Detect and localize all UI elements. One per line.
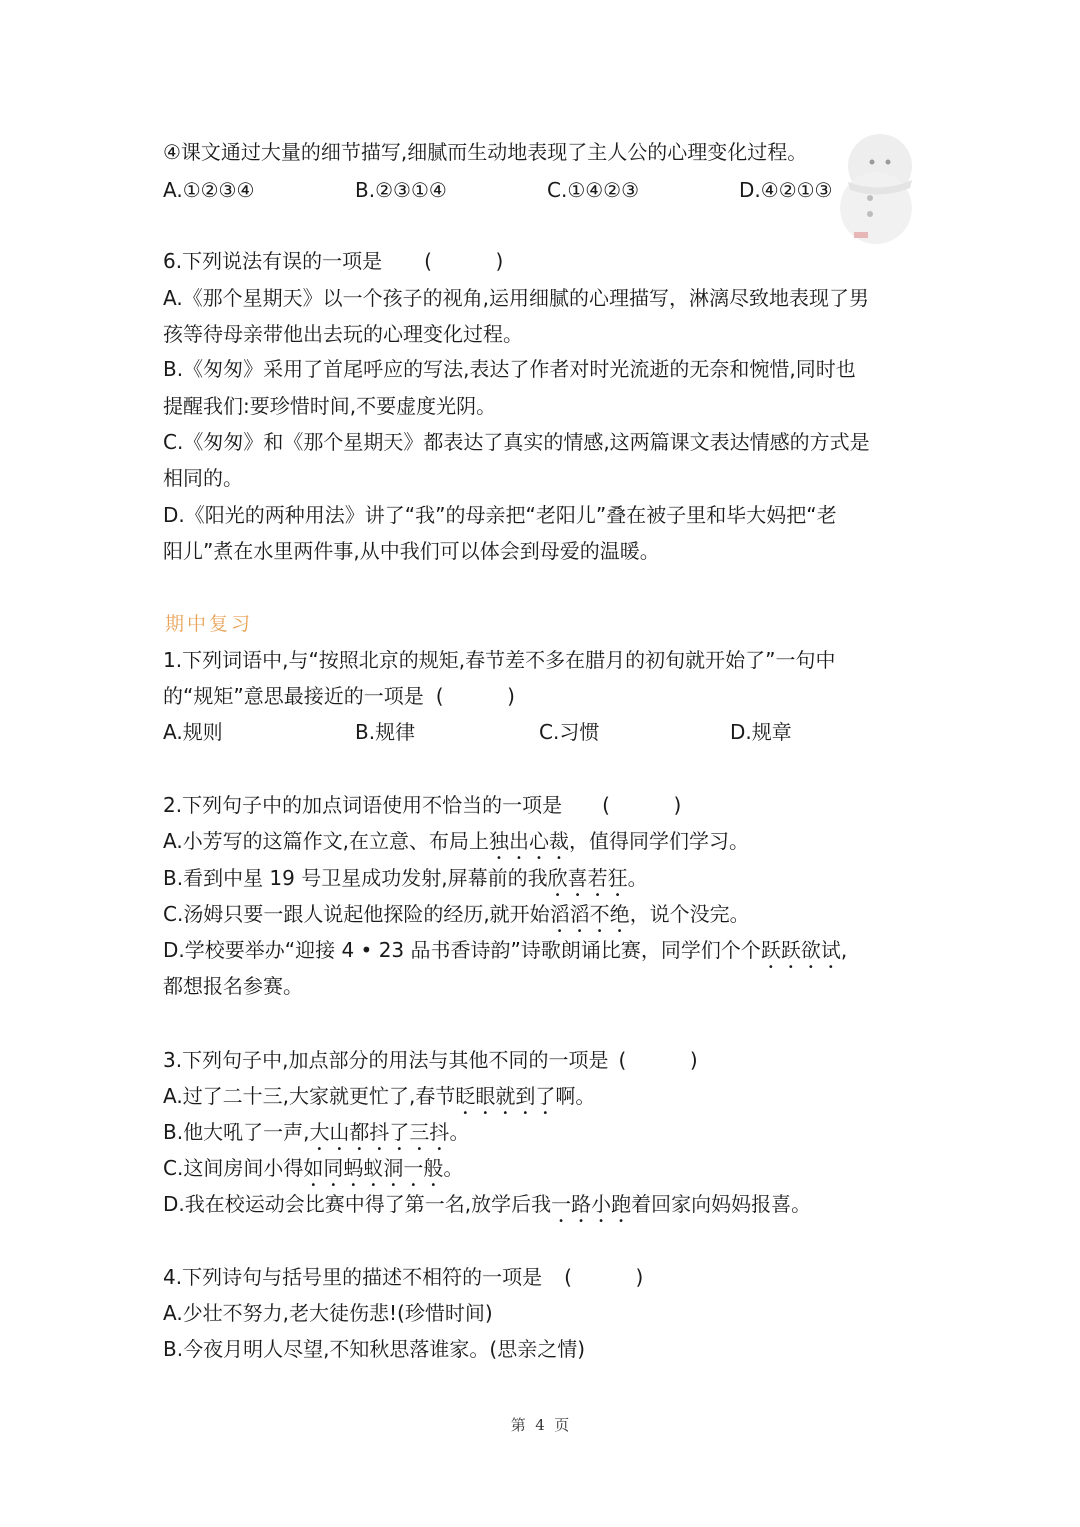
- m2-option-a-text: A.小芳写的这篇作文,在立意、布局上: [163, 829, 490, 853]
- m2-option-a-dotted-word: 独出心裁: [489, 829, 570, 853]
- q5-statement-4: ④课文通过大量的细节描写,细腻而生动地表现了主人公的心理变化过程。: [163, 140, 808, 164]
- m3-option-b: [163, 1117, 469, 1155]
- m3-option-b-text: B.他大吼了一声,: [163, 1120, 310, 1144]
- m2-stem: 2.下列句子中的加点词语使用不恰当的一项是: [163, 793, 563, 817]
- m1-option-b: B.规律: [355, 720, 416, 744]
- m2-option-d-tail: ,: [840, 938, 848, 962]
- m2-option-c: [163, 899, 750, 937]
- q6-question: [163, 246, 503, 276]
- q6-option-a-line1: A.《那个星期天》以一个孩子的视角,运用细腻的心理描写，淋漓尽致地表现了男: [163, 286, 870, 310]
- q6-option-a-line2: 孩等待母亲带他出去玩的心理变化过程。: [163, 322, 523, 346]
- m4-answer-blank: ( ): [564, 1265, 644, 1289]
- m1-answer-blank: ( ): [435, 684, 515, 708]
- q5-option-a: A.①②③④: [163, 178, 255, 202]
- m2-option-b-tail: 。: [627, 866, 648, 890]
- m1-option-d: D.规章: [730, 720, 792, 744]
- m3-option-a-text: A.过了二十三,大家就更忙了,春节: [163, 1084, 456, 1108]
- q6-option-b-line1: B.《匆匆》采用了首尾呼应的写法,表达了作者对时光流逝的无奈和惋惜,同时也: [163, 357, 856, 381]
- m3-option-a: [163, 1081, 595, 1119]
- m2-answer-blank: ( ): [602, 793, 682, 817]
- m2-option-b-dotted-word: 欣喜若狂: [547, 866, 628, 890]
- m3-option-d-text: D.我在校运动会比赛中得了第一名,放学后我: [163, 1192, 552, 1216]
- m4-question: [163, 1262, 643, 1292]
- m3-option-d: [163, 1189, 811, 1227]
- m3-option-c-text: C.这间房间小得: [163, 1156, 304, 1180]
- q6-answer-blank: ( ): [424, 249, 504, 273]
- q5-option-d: D.④②①③: [739, 178, 833, 202]
- m1-option-c: C.习惯: [539, 720, 600, 744]
- q5-option-b: B.②③①④: [355, 178, 447, 202]
- q6-stem: 6.下列说法有误的一项是: [163, 249, 383, 273]
- m3-question: [163, 1045, 698, 1075]
- q6-option-c-line2: 相同的。: [163, 466, 243, 490]
- m3-option-b-tail: 。: [449, 1120, 470, 1144]
- q6-option-b-line2: 提醒我们:要珍惜时间,不要虚度光阴。: [163, 394, 497, 418]
- page-number: 第 4 页: [510, 1416, 570, 1434]
- m1-option-a: A.规则: [163, 720, 223, 744]
- m1-stem-line2: [163, 681, 515, 711]
- m1-options: [163, 717, 923, 747]
- m2-option-b-text: B.看到中星 19 号卫星成功发射,屏幕前的我: [163, 866, 548, 890]
- m2-option-a-tail: ，值得同学们学习。: [569, 829, 750, 853]
- m2-option-d-line2: 都想报名参赛。: [163, 974, 303, 998]
- m3-option-a-dotted-phrase: 眨眼就到了: [455, 1084, 556, 1108]
- m3-stem: 3.下列句子中,加点部分的用法与其他不同的一项是: [163, 1048, 609, 1072]
- m2-option-d-line1: [163, 935, 847, 973]
- m2-option-a: [163, 826, 749, 864]
- q5-option-c: C.①④②③: [547, 178, 640, 202]
- m4-option-a: A.少壮不努力,老大徒伤悲!(珍惜时间): [163, 1301, 493, 1325]
- m2-option-c-text: C.汤姆只要一跟人说起他探险的经历,就开始: [163, 902, 550, 926]
- section-title: 期中复习: [165, 613, 254, 635]
- m2-option-c-tail: ，说个没完。: [629, 902, 750, 926]
- m3-option-a-tail: 啊。: [555, 1084, 596, 1108]
- q5-options: [163, 175, 923, 205]
- m3-option-d-tail: 着回家向妈妈报喜。: [631, 1192, 812, 1216]
- m2-option-c-dotted-word: 滔滔不绝: [549, 902, 630, 926]
- q6-option-d-line2: 阳儿”煮在水里两件事,从中我们可以体会到母爱的温暖。: [163, 539, 660, 563]
- m4-option-b: B.今夜月明人尽望,不知秋思落谁家。(思亲之情): [163, 1337, 586, 1361]
- m3-option-c-tail: 。: [443, 1156, 464, 1180]
- m4-stem: 4.下列诗句与括号里的描述不相符的一项是: [163, 1265, 543, 1289]
- q6-option-c-line1: C.《匆匆》和《那个星期天》都表达了真实的情感,这两篇课文表达情感的方式是: [163, 430, 870, 454]
- m2-option-d-text: D.学校要举办“迎接 4 • 23 品书香诗韵”诗歌朗诵比赛，同学们个个: [163, 938, 761, 962]
- m3-answer-blank: ( ): [618, 1048, 698, 1072]
- q6-option-d-line1: D.《阳光的两种用法》讲了“我”的母亲把“老阳儿”叠在被子里和毕大妈把“老: [163, 503, 837, 527]
- m3-option-c-dotted-phrase: 如同蚂蚁洞一般: [303, 1156, 444, 1180]
- m2-question: [163, 790, 681, 820]
- m1-stem-text: 的“规矩”意思最接近的一项是: [163, 684, 424, 708]
- m2-option-d-dotted-word: 跃跃欲试: [760, 938, 841, 962]
- m3-option-b-dotted-phrase: 大山都抖了三抖: [309, 1120, 450, 1144]
- m3-option-d-dotted-phrase: 一路小跑: [551, 1192, 632, 1216]
- m3-option-c: [163, 1153, 463, 1191]
- m2-option-b: [163, 863, 648, 901]
- m1-stem-line1: 1.下列词语中,与“按照北京的规矩,春节差不多在腊月的初旬就开始了”一句中: [163, 648, 836, 672]
